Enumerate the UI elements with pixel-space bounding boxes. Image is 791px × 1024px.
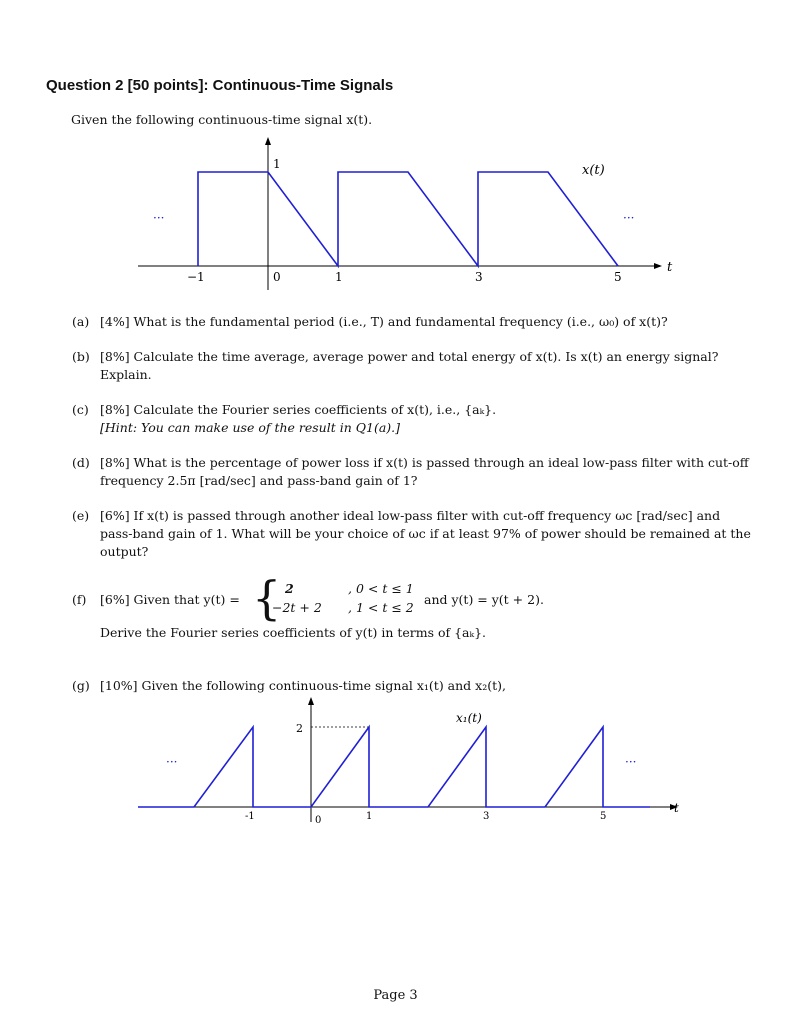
fig1-signal-waveform [198,172,618,266]
part-c-hint: [Hint: You can make use of the result in Q1(a).] [100,420,400,435]
fig1-ellipsis-left: ··· [153,211,165,225]
part-f-brace: { [252,571,282,625]
part-a [72,313,752,331]
part-c-text: [8%] Calculate the Fourier series coefficients of x(t), i.e., {aₖ}. [100,402,497,417]
part-f-case1-expr: 2 [285,581,294,596]
fig1-tick-neg1: −1 [187,270,205,284]
part-c-label: (c) [72,402,89,417]
fig2-axis-label: t [674,801,679,815]
fig1-signal-label: x(t) [582,163,605,178]
fig1-ellipsis-right: ··· [623,211,635,225]
figure-x-of-t [0,0,791,300]
part-g-label: (g) [72,678,90,693]
fig1-tick-3: 3 [475,270,483,284]
fig2-signal-label: x₁(t) [456,711,482,725]
fig2-signal-waveform [138,727,650,807]
fig2-tick-0: 0 [315,815,322,826]
fig2-y-arrow [308,697,314,705]
part-f-line2: Derive the Fourier series coefficients of y(t) in terms of {aₖ}. [100,625,486,640]
fig2-tick-5: 5 [600,811,607,822]
fig2-ellipsis-right: ··· [625,755,637,769]
part-f-prefix: [6%] Given that y(t) = [100,592,240,607]
fig2-ellipsis-left: ··· [166,755,178,769]
figure-x1-of-t [0,690,791,840]
page-number: Page 3 [373,988,418,1003]
fig1-t-arrow [654,263,662,269]
fig1-tick-5: 5 [614,270,622,284]
part-d-text: [8%] What is the percentage of power loss if x(t) is passed through an ideal low-pass filter with cut-off frequency 2.5π [rad/sec] and pass-band gain of 1? [100,455,749,488]
fig2-peak-label: 2 [296,722,303,735]
part-c [72,401,752,437]
fig2-tick-1: 1 [366,811,373,822]
fig1-y-arrow [265,137,271,145]
part-e [72,507,752,561]
fig1-tick-0: 0 [273,270,281,284]
fig2-tick-3: 3 [483,811,490,822]
part-e-label: (e) [72,508,90,523]
part-d-label: (d) [72,455,90,470]
fig1-tick-1: 1 [335,270,343,284]
part-f-case2-expr: −2t + 2 [272,600,322,615]
part-e-text: [6%] If x(t) is passed through another ideal low-pass filter with cut-off frequency ωc [rad/sec] and pass-band gain of 1. What will be your choice of ωc if at least 97% of power should be remained at the output? [100,508,751,559]
part-b [72,348,752,384]
part-f-case2-cond: , 1 < t ≤ 2 [348,600,414,615]
fig1-axis-label: t [667,260,673,275]
fig2-tick-neg1: -1 [245,811,255,822]
part-a-text: [4%] What is the fundamental period (i.e., T) and fundamental frequency (i.e., ω₀) of x(t)? [100,314,668,329]
part-b-text: [8%] Calculate the time average, average power and total energy of x(t). Is x(t) an energy signal? Explain. [100,349,719,382]
part-b-label: (b) [72,349,90,364]
part-f-case1-cond: , 0 < t ≤ 1 [348,581,414,596]
part-g-text: [10%] Given the following continuous-time signal x₁(t) and x₂(t), [100,678,506,693]
part-f-suffix: and y(t) = y(t + 2). [424,592,544,607]
question-title: Question 2 [50 points]: Continuous-Time Signals [46,77,394,94]
part-a-label: (a) [72,314,90,329]
fig1-peak-label: 1 [273,157,281,171]
part-d [72,454,752,490]
question-intro: Given the following continuous-time signal x(t). [71,112,373,127]
part-f-label: (f) [72,592,87,607]
